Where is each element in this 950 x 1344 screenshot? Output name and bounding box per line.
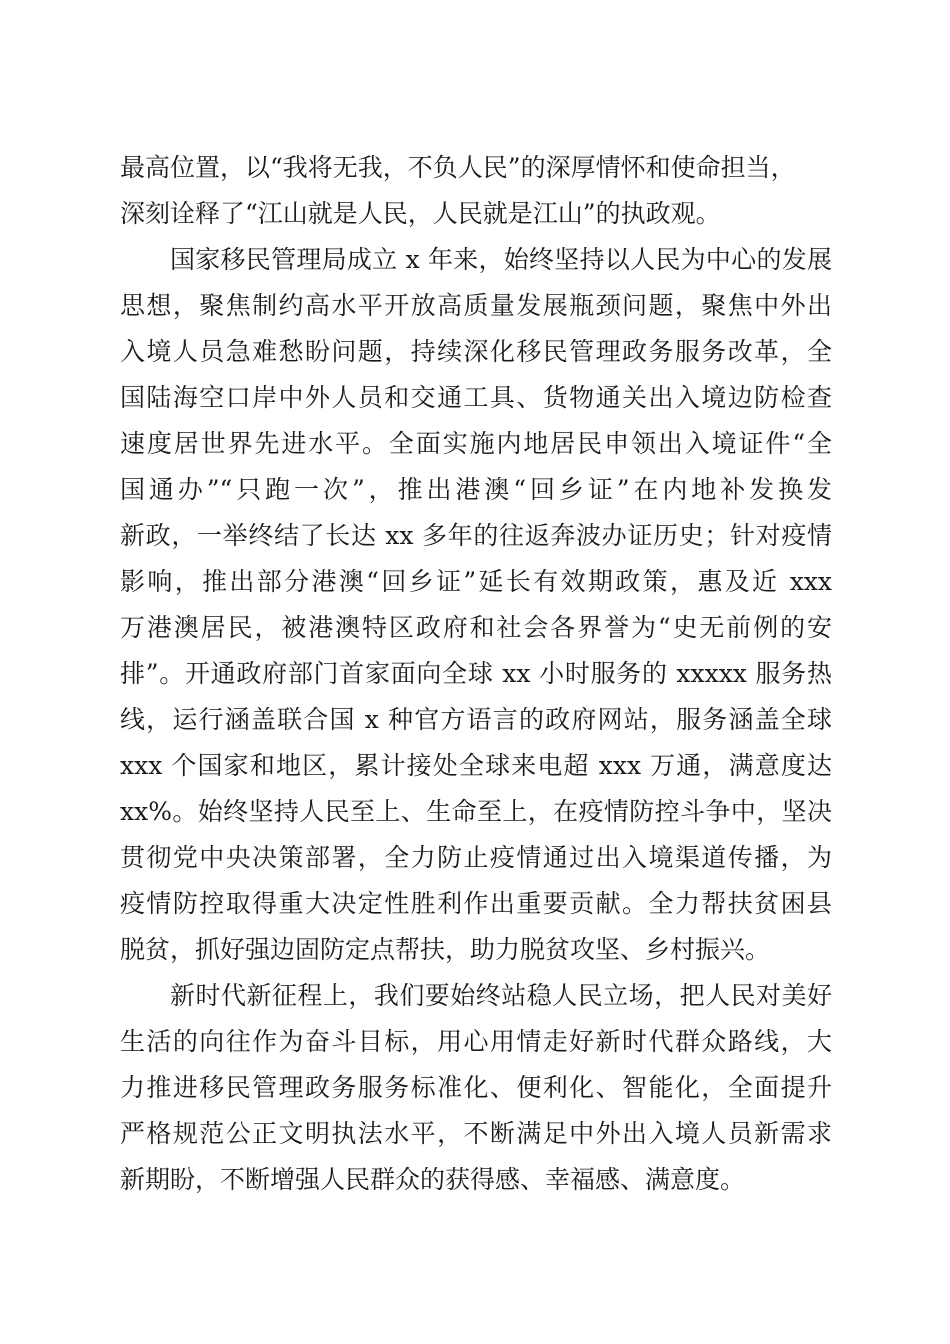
paragraph-2-line-3: 入境人员急难愁盼问题，持续深化移民管理政务服务改革，全	[120, 337, 832, 366]
paragraph-2-line-8: 影响，推出部分港澳“回乡证”延长有效期政策，惠及近 xxx	[120, 567, 832, 596]
paragraph-2-line-16: 脱贫，抓好强边固防定点帮扶，助力脱贫攻坚、乡村振兴。	[120, 935, 771, 964]
paragraph-3-line-3: 力推进移民管理政务服务标准化、便利化、智能化，全面提升	[120, 1073, 832, 1102]
paragraph-2-line-15: 疫情防控取得重大决定性胜利作出重要贡献。全力帮扶贫困县	[120, 889, 832, 918]
paragraph-2-line-6: 国通办”“只跑一次”，推出港澳“回乡证”在内地补发换发	[120, 475, 832, 504]
paragraph-1-line-1: 最高位置，以“我将无我，不负人民”的深厚情怀和使命担当，	[120, 153, 796, 182]
paragraph-2-line-4: 国陆海空口岸中外人员和交通工具、货物通关出入境边防检查	[120, 383, 832, 412]
paragraph-2-line-2: 思想，聚焦制约高水平开放高质量发展瓶颈问题，聚焦中外出	[120, 291, 832, 320]
paragraph-2-line-9: 万港澳居民，被港澳特区政府和社会各界誉为“史无前例的安	[120, 613, 832, 642]
paragraph-2-line-12: xxx 个国家和地区，累计接处全球来电超 xxx 万通，满意度达	[120, 751, 832, 780]
paragraph-2-line-14: 贯彻党中央决策部署，全力防止疫情通过出入境渠道传播，为	[120, 843, 832, 872]
paragraph-2-line-13: xx%。始终坚持人民至上、生命至上，在疫情防控斗争中，坚决	[120, 797, 832, 826]
paragraph-3-line-1: 新时代新征程上，我们要始终站稳人民立场，把人民对美好	[170, 981, 832, 1010]
paragraph-2-line-11: 线，运行涵盖联合国 x 种官方语言的政府网站，服务涵盖全球	[120, 705, 832, 734]
paragraph-1-line-2: 深刻诠释了“江山就是人民，人民就是江山”的执政观。	[120, 199, 721, 228]
paragraph-3-line-2: 生活的向往作为奋斗目标，用心用情走好新时代群众路线，大	[120, 1027, 832, 1056]
paragraph-2-line-5: 速度居世界先进水平。全面实施内地居民申领出入境证件“全	[120, 429, 832, 458]
paragraph-2-line-10: 排”。开通政府部门首家面向全球 xx 小时服务的 xxxxx 服务热	[120, 659, 832, 688]
paragraph-2-line-7: 新政，一举终结了长达 xx 多年的往返奔波办证历史；针对疫情	[120, 521, 832, 550]
paragraph-3-line-4: 严格规范公正文明执法水平，不断满足中外出入境人员新需求	[120, 1119, 832, 1148]
paragraph-2-line-1: 国家移民管理局成立 x 年来，始终坚持以人民为中心的发展	[170, 245, 832, 274]
paragraph-3-line-5: 新期盼，不断增强人民群众的获得感、幸福感、满意度。	[120, 1165, 746, 1194]
